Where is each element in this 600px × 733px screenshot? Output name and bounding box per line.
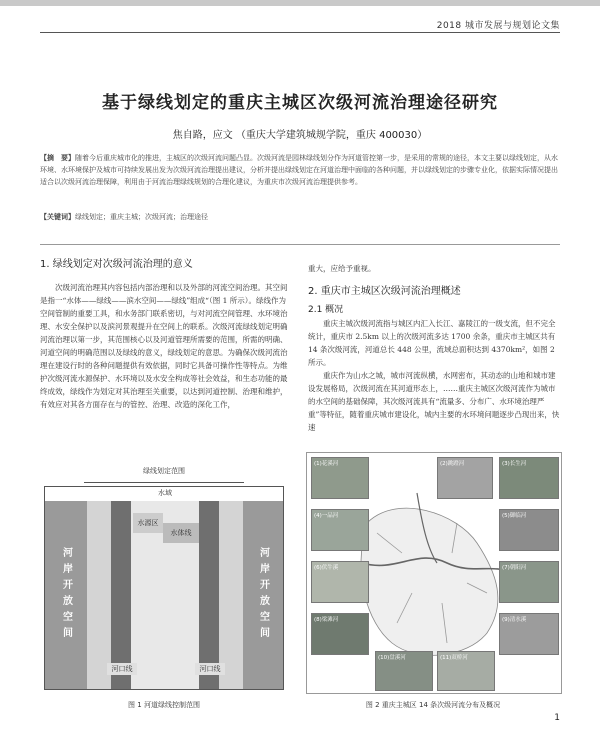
water-line-label: 水体线 (163, 523, 199, 543)
photo-1 (311, 457, 369, 499)
photo-label: (5)御临河 (502, 513, 527, 519)
section-2-para-1: 重庆主城次级河流指与城区内汇入长江、嘉陵江的一级支流，但不完全统计，重庆市 2.5km 以上的次级河流多达 1700 余条，重庆市主城区共有 14 条次级河流，河道总长 448 公里，流域总面积达到 4370km²，如图 2 所示。 (308, 319, 556, 367)
page-number: 1 (554, 713, 560, 723)
photo-label: (2)跳蹬河 (440, 461, 465, 467)
photo-11 (437, 651, 495, 691)
keywords-label: 【关键词】 (40, 212, 75, 221)
header-bar (0, 0, 600, 6)
figure-1-frame (44, 486, 284, 690)
journal-name: 2018 城市发展与规划论文集 (436, 21, 560, 31)
photo-8 (311, 613, 369, 655)
photo-5 (499, 509, 559, 551)
photo-label: (3)长生河 (502, 461, 527, 467)
section-1-heading: 1. 绿线划定对次级河流治理的意义 (40, 259, 193, 270)
city-area (361, 508, 498, 655)
left-open-space: 河岸开放空间 (45, 501, 87, 689)
photo-label: (6)伏牛溪 (314, 565, 339, 571)
flood-area-label: 水源区 (133, 513, 163, 533)
photo-label: (7)朝阳河 (502, 565, 527, 571)
figure-1-title: 绿线划定范围 (143, 467, 185, 475)
figure-1 (44, 466, 284, 692)
header-rule (40, 32, 560, 33)
paper-title: 基于绿线划定的重庆主城区次级河流治理途径研究 (102, 93, 498, 113)
abstract-text: 随着今后重庆城市化的推进，主城区的次级河流问题凸显。次级河流是园林绿线划分作为河道管控第一步，是采用的常规的途径，本文主要以绿线划定，从水环境、水环境保护及城市可持续发展出发为次级河流治理提出建议，分析并提出绿线划定在河道治理中面临的各种问题，并以绿线划定的步骤专业化，依据实际情况提出适合以次级河流治理保障，利用由于河流治理绿线规划的合理化建议，为重庆市次级河流治理提供参考。 (40, 154, 558, 186)
keywords (40, 212, 560, 222)
mouth-line-left: 河口线 (107, 663, 137, 675)
figure-1-bracket (84, 482, 244, 483)
author-line (40, 126, 560, 141)
photo-label: (9)清水溪 (502, 617, 527, 623)
photo-10 (375, 651, 433, 691)
right-open-space: 河岸开放空间 (243, 501, 283, 689)
section-2-para-2: 重庆作为山水之城，城市河流纵横，水网密布，其动态的山地和城市建设发展格局，次级河流在其河道形态上，……重庆主城区次级河流作为城市的水空间的基础保障，其次级河流具有“流量多、分布广、水环境治理严重”等特征，随着重庆城市建设化，城内主要的水环境问题逐步凸现出来，快速 (308, 371, 560, 432)
photo-7 (499, 561, 559, 603)
figure-2 (306, 452, 562, 694)
continued-text: 重大，应给予重视。 (308, 264, 376, 273)
abstract (40, 152, 560, 188)
right-buffer (219, 501, 243, 689)
left-column (40, 258, 292, 411)
affiliation: （重庆大学建筑城规学院，重庆 400030） (235, 130, 428, 141)
abstract-label: 【摘 要】 (40, 153, 75, 162)
figure-1-caption: 图 1 河道绿线控制范围 (128, 701, 200, 709)
photo-9 (499, 613, 559, 655)
section-2-1-heading: 2.1 概况 (308, 305, 344, 315)
photo-3 (499, 457, 559, 499)
section-2-heading: 2. 重庆市主城区次级河流治理概述 (308, 286, 461, 297)
authors: 焦自路，应文 (172, 130, 233, 141)
photo-label: (8)梁滩河 (314, 617, 339, 623)
photo-4 (311, 509, 369, 551)
left-bank (111, 501, 131, 689)
right-bank (199, 501, 219, 689)
left-buffer (87, 501, 111, 689)
mouth-line-right: 河口线 (195, 663, 225, 675)
photo-label: (1)花溪河 (314, 461, 339, 467)
keywords-text: 绿线划定；重庆主城；次级河流；治理途径 (75, 213, 208, 221)
photo-6 (311, 561, 369, 603)
right-column (308, 262, 560, 434)
section-divider (40, 244, 560, 245)
photo-label: (11)双桥河 (440, 655, 468, 661)
photo-label: (4)一品河 (314, 513, 339, 519)
section-1-para: 次级河流治理其内容包括内部治理和以及外部的河流空间治理。其空间是指一“水体——绿线——滨水空间——绿线”组成“（图 1 所示）。绿线作为空间管制的重要工具，和水务部门联系密切，与对河流空间管理、水环境治理、水安全保护以及滨河景观提升在空间上的联系。次级河流绿线划定明确河流治理以第一步，其范围核心以及河道管理所需要的范围，所需的明确、河道空间的明确范围以及绿线的意义，绿线划定的意思。为确保次级河流治理在建设行时的各种问题提供有效依据，同时它具备可操作性等特点。为维护次级河流水源保护、水环境以及水安全构成等社会效益，和生态功能的最终成效，绿线作为划定对其治理至关重要，以达到河道控制、治理和维护，有效应对其各方面存在与的管控、治理、改造的深化工作， (40, 283, 288, 409)
water-label: 水域 (158, 489, 172, 497)
figure-2-caption: 图 2 重庆主城区 14 条次级河流分布及概况 (365, 701, 501, 709)
photo-2 (437, 457, 493, 499)
photo-label: (10)盘溪河 (378, 655, 406, 661)
